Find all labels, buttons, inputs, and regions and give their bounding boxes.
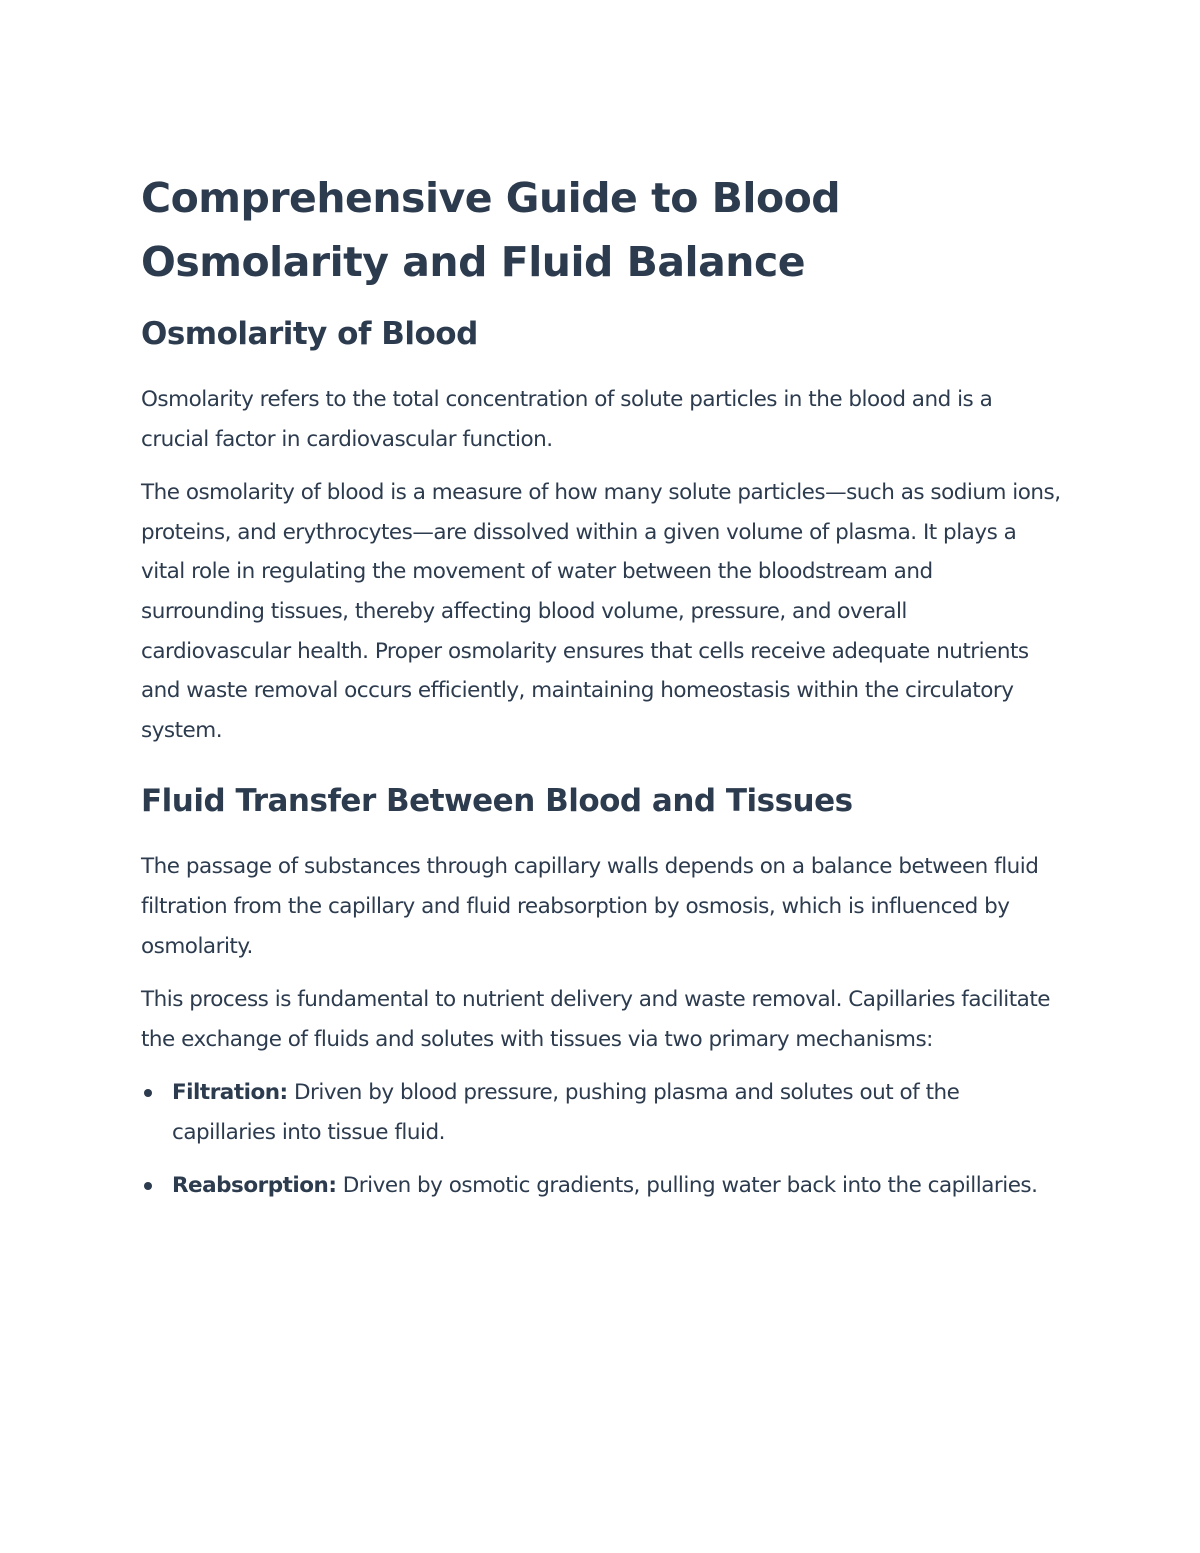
- page-title: Comprehensive Guide to Blood Osmolarity and Fluid Balance: [141, 174, 841, 286]
- list-item-text: Driven by blood pressure, pushing plasma and solutes out of the capillaries into tissue fluid.: [172, 1080, 960, 1145]
- list-item-term: Filtration:: [172, 1080, 288, 1106]
- bullet-icon: [144, 1182, 152, 1190]
- section-heading: Fluid Transfer Between Blood and Tissues: [141, 783, 853, 820]
- intro-paragraph: Osmolarity refers to the total concentration of solute particles in the blood and is a crucial factor in cardiovascular function.: [141, 387, 993, 452]
- list-item: [141, 1073, 1061, 1152]
- mechanism-list: [141, 1073, 1061, 1205]
- body-paragraph: This process is fundamental to nutrient delivery and waste removal. Capillaries facilitate the exchange of fluids and solutes with tissues via two primary mechanisms:: [141, 987, 1051, 1052]
- list-item-term: Reabsorption:: [172, 1172, 337, 1198]
- section-osmolarity-of-blood: [141, 314, 1061, 750]
- section-fluid-transfer: [141, 781, 1061, 1205]
- intro-paragraph: The passage of substances through capillary walls depends on a balance between fluid filtration from the capillary and fluid reabsorption by osmosis, which is influenced by osmolarity.: [141, 854, 1039, 959]
- document-page: [141, 166, 1061, 1205]
- section-heading: Osmolarity of Blood: [141, 316, 478, 352]
- bullet-icon: [144, 1089, 152, 1097]
- list-item: [141, 1166, 1061, 1206]
- body-paragraph: The osmolarity of blood is a measure of how many solute particles—such as sodium ions, proteins, and erythrocytes—are dissolved within a given volume of plasma. It plays a vital role in regulating the movement of water between the bloodstream and surrounding tissues, thereby affecting blood volume, pressure, and overall cardiovascular health. Proper osmolarity ensures that cells receive adequate nutrients and waste removal occurs efficiently, maintaining homeostasis within the circulatory system.: [141, 480, 1061, 743]
- list-item-text: Driven by osmotic gradients, pulling water back into the capillaries.: [336, 1172, 1038, 1198]
